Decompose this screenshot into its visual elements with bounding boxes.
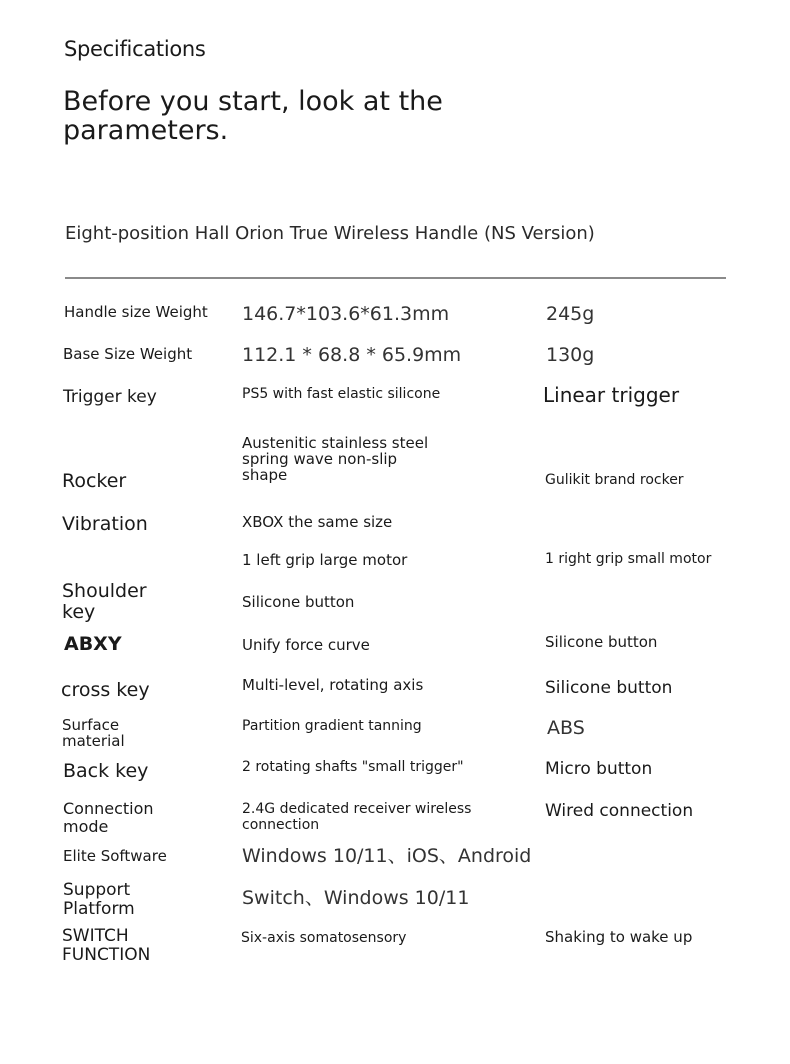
spec-label: Trigger key bbox=[63, 387, 157, 407]
section-kicker: Specifications bbox=[64, 37, 206, 61]
spec-label-line: SWITCH bbox=[62, 926, 129, 946]
spec-value-line: shape bbox=[242, 466, 288, 484]
spec-label-line: Connection bbox=[63, 799, 154, 818]
spec-value: Silicone button bbox=[242, 593, 355, 611]
spec-value-line: spring wave non-slip bbox=[242, 450, 398, 468]
spec-value: Partition gradient tanning bbox=[242, 718, 422, 734]
spec-extra: Gulikit brand rocker bbox=[545, 472, 684, 488]
spec-label: Handle size Weight bbox=[64, 303, 208, 321]
spec-value-line: 2.4G dedicated receiver wireless bbox=[242, 801, 472, 817]
spec-label-line: key bbox=[62, 601, 96, 623]
spec-value: Six-axis somatosensory bbox=[241, 930, 407, 946]
spec-extra: Wired connection bbox=[545, 801, 694, 821]
spec-label bbox=[63, 800, 154, 836]
spec-label: Vibration bbox=[62, 513, 148, 535]
spec-extra: 245g bbox=[546, 303, 595, 325]
spec-extra: Linear trigger bbox=[543, 383, 680, 407]
spec-extra: 130g bbox=[546, 344, 595, 366]
spec-extra: Shaking to wake up bbox=[545, 928, 693, 946]
product-name: Eight-position Hall Orion True Wireless Handle (NS Version) bbox=[65, 223, 595, 244]
spec-value bbox=[242, 801, 471, 833]
spec-label-line: Shoulder bbox=[62, 580, 147, 602]
spec-label: ABXY bbox=[64, 633, 122, 655]
spec-label: Back key bbox=[63, 760, 149, 782]
spec-label bbox=[63, 881, 135, 919]
spec-extra: Micro button bbox=[545, 759, 653, 779]
spec-value: Multi-level, rotating axis bbox=[242, 676, 424, 694]
spec-label bbox=[62, 581, 147, 623]
spec-label: cross key bbox=[61, 679, 150, 701]
divider bbox=[65, 277, 726, 279]
spec-extra: ABS bbox=[547, 717, 585, 739]
spec-label-line: material bbox=[62, 732, 125, 750]
spec-label: Base Size Weight bbox=[63, 345, 193, 363]
spec-value bbox=[242, 435, 428, 483]
spec-value: Switch、Windows 10/11 bbox=[242, 887, 470, 909]
spec-label: Rocker bbox=[62, 470, 127, 492]
spec-value: Windows 10/11、iOS、Android bbox=[242, 845, 532, 867]
spec-extra: Silicone button bbox=[545, 633, 658, 651]
spec-value-line: connection bbox=[242, 817, 320, 833]
spec-value: 146.7*103.6*61.3mm bbox=[242, 303, 450, 325]
spec-label-line: FUNCTION bbox=[62, 945, 151, 965]
spec-label-line: Support bbox=[63, 880, 131, 900]
headline-line-1: Before you start, look at the bbox=[63, 86, 443, 117]
spec-label-line: mode bbox=[63, 817, 109, 836]
page-headline bbox=[63, 87, 483, 145]
spec-label bbox=[62, 717, 125, 749]
spec-extra: 1 right grip small motor bbox=[545, 551, 712, 567]
spec-label bbox=[62, 927, 150, 965]
spec-extra: Silicone button bbox=[545, 678, 673, 698]
headline-line-2: parameters. bbox=[63, 115, 229, 146]
spec-value-line: Austenitic stainless steel bbox=[242, 434, 429, 452]
spec-value: 2 rotating shafts "small trigger" bbox=[242, 759, 464, 775]
spec-label: Elite Software bbox=[63, 847, 167, 865]
spec-value: 1 left grip large motor bbox=[242, 551, 408, 569]
spec-value: PS5 with fast elastic silicone bbox=[242, 386, 441, 402]
spec-value: 112.1 * 68.8 * 65.9mm bbox=[242, 344, 462, 366]
spec-value: Unify force curve bbox=[242, 636, 370, 654]
spec-value: XBOX the same size bbox=[242, 513, 393, 531]
spec-label-line: Platform bbox=[63, 899, 135, 919]
spec-label-line: Surface bbox=[62, 716, 120, 734]
